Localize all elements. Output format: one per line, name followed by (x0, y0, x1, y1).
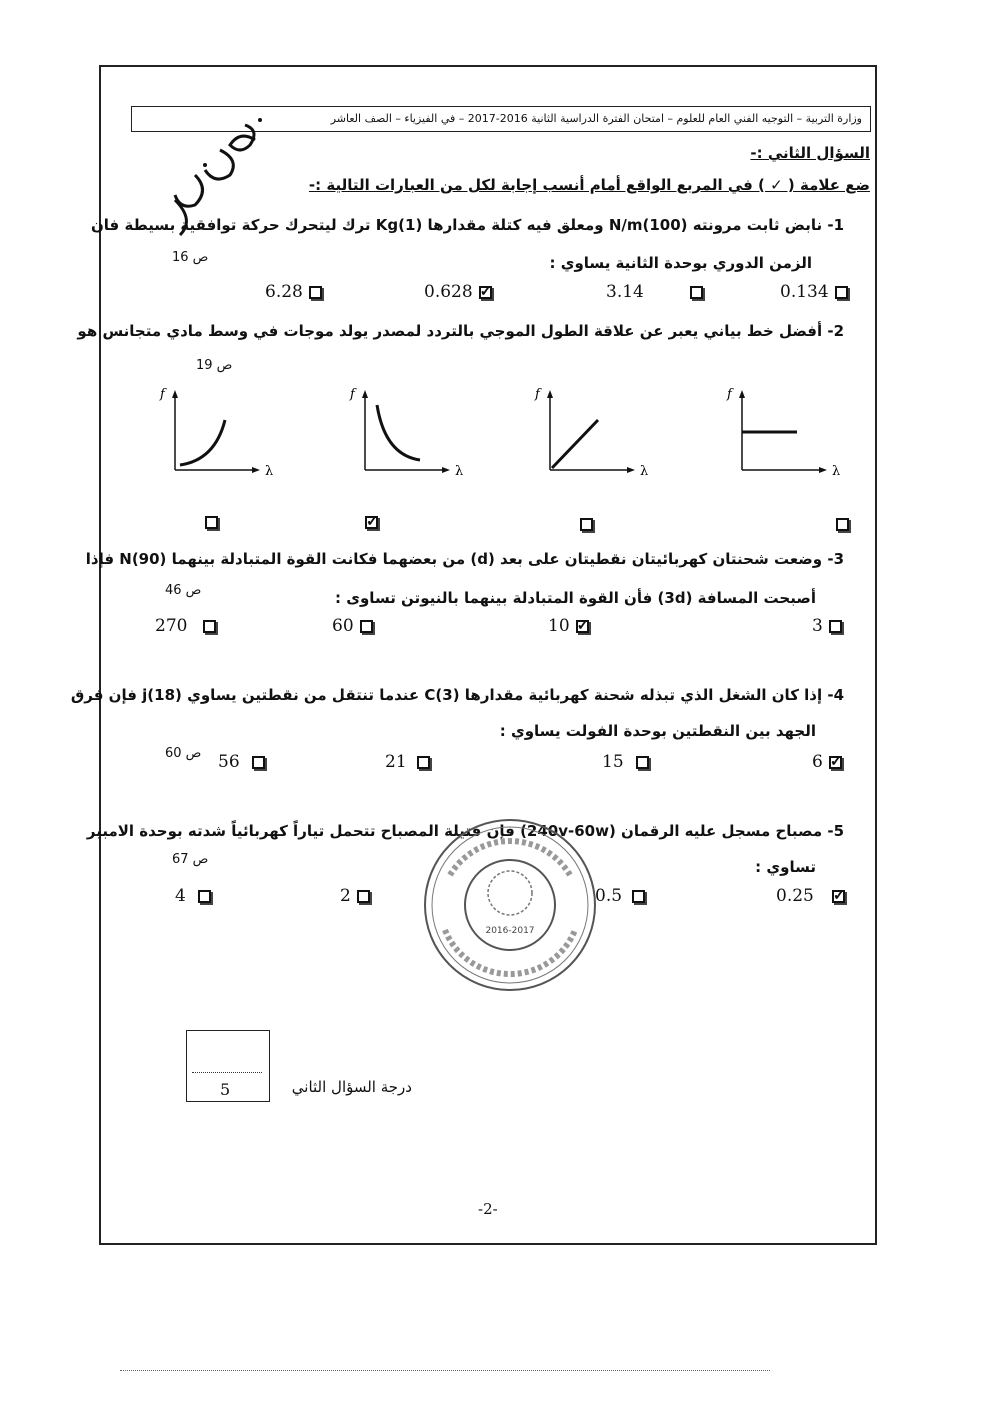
q4-option-4-text: 56 (218, 752, 240, 772)
q2-checkbox-4[interactable] (836, 518, 849, 531)
q5-page-ref: ص 67 (172, 852, 209, 867)
q1-page-ref: ص 16 (172, 250, 209, 265)
q4-option-2-text: 15 (602, 752, 624, 772)
x-axis-label: λ (265, 464, 274, 479)
checkbox[interactable] (835, 286, 848, 299)
checkbox[interactable] (829, 620, 842, 633)
q1-option-2[interactable] (606, 282, 703, 302)
q5-option-2[interactable] (595, 886, 645, 906)
q5-option-4[interactable] (175, 886, 211, 906)
grade-value: 5 (220, 1080, 231, 1099)
checkbox[interactable] (357, 890, 370, 903)
exam-header: وزارة التربية – التوجيه الفني العام للعلوم – امتحان الفترة الدراسية الثانية 2016-2017 – في الفيزياء – الصف العاشر (131, 106, 871, 132)
q3-option-1-text: 3 (812, 616, 823, 636)
q5-option-3-text: 2 (340, 886, 351, 906)
x-axis-label: λ (832, 464, 841, 479)
graph-constant (722, 380, 842, 490)
checkbox[interactable] (360, 620, 373, 633)
q2-page-ref: ص 19 (196, 358, 233, 373)
q5-option-3[interactable] (340, 886, 370, 906)
checkbox-checked[interactable] (576, 620, 589, 633)
checkbox[interactable] (252, 756, 265, 769)
y-axis-label: f (535, 387, 540, 402)
checkbox[interactable] (309, 286, 322, 299)
q3-option-4[interactable] (155, 616, 216, 636)
q3-option-2[interactable] (548, 616, 589, 636)
bottom-divider (120, 1370, 770, 1371)
q4-line2: الجهد بين النقطتين بوحدة الفولت يساوي : (499, 722, 816, 740)
q4-option-3-text: 21 (385, 752, 407, 772)
checkbox[interactable] (198, 890, 211, 903)
stamp-years: 2016-2017 (485, 926, 535, 936)
q3-option-4-text: 270 (155, 616, 188, 636)
q5-option-2-text: 0.5 (595, 886, 623, 906)
q4-line1: 4- إذا كان الشغل الذي تبذله شحنة كهربائية مقدارها (3)C عندما تنتقل من نقطتين يساوي (18)j فإن فرق (70, 686, 844, 704)
checkbox[interactable] (417, 756, 430, 769)
y-axis-label: f (727, 387, 732, 402)
q3-page-ref: ص 46 (165, 583, 202, 598)
instruction-text: ضع علامة ( ✓ ) في المربع الواقع أمام أنسب إجابة لكل من العبارات التالية :- (308, 176, 870, 194)
q1-option-4-text: 6.28 (265, 282, 303, 302)
q4-option-2[interactable] (602, 752, 649, 772)
y-axis-label: f (350, 387, 355, 402)
checkbox[interactable] (203, 620, 216, 633)
checkbox[interactable] (690, 286, 703, 299)
q1-option-3-text: 0.628 (424, 282, 473, 302)
q5-option-1[interactable] (776, 886, 845, 906)
q3-option-3[interactable] (332, 616, 373, 636)
grade-divider (192, 1072, 262, 1073)
q5-option-4-text: 4 (175, 886, 186, 906)
q2-line1: 2- أفضل خط بياني يعبر عن علاقة الطول الموجي بالتردد لمصدر يولد موجات في وسط مادي متجانس هو (77, 322, 844, 340)
q3-option-1[interactable] (812, 616, 842, 636)
q2-checkbox-2-checked[interactable] (365, 516, 378, 529)
official-stamp (420, 815, 600, 995)
q1-line2: الزمن الدوري بوحدة الثانية يساوي : (549, 254, 812, 272)
q4-option-4[interactable] (218, 752, 265, 772)
grade-label: درجة السؤال الثاني (291, 1078, 412, 1096)
checkbox-checked[interactable] (479, 286, 492, 299)
q1-option-1-text: 0.134 (780, 282, 829, 302)
q3-option-3-text: 60 (332, 616, 354, 636)
question-title: السؤال الثاني :- (750, 144, 870, 162)
q1-option-4[interactable] (265, 282, 322, 302)
q4-option-3[interactable] (385, 752, 430, 772)
checkbox-checked[interactable] (829, 756, 842, 769)
x-axis-label: λ (640, 464, 649, 479)
q1-option-1[interactable] (780, 282, 848, 302)
q1-line1: 1- نابض ثابت مرونته (100)N/m ومعلق فيه كتلة مقدارها (1)Kg ترك ليتحرك حركة توافقية بسيطة فان (91, 216, 844, 234)
graph-concave-up (155, 380, 275, 490)
q5-option-1-text: 0.25 (776, 886, 814, 906)
q2-checkbox-1[interactable] (205, 516, 218, 529)
q5-line1: 5- مصباح مسجل عليه الرقمان (240v-60w) فإن فتيلة المصباح تتحمل تياراً كهربائياً شدته بوحدة الامبير (86, 822, 844, 840)
q1-option-2-text: 3.14 (606, 282, 644, 302)
q3-option-2-text: 10 (548, 616, 570, 636)
q3-line1: 3- وضعت شحنتان كهربائيتان نقطيتان على بعد (d) من بعضهما فكانت القوة المتبادلة بينهما N(90) فإذا (85, 550, 844, 568)
y-axis-label: f (160, 387, 165, 402)
q1-option-3[interactable] (424, 282, 492, 302)
graph-linear (530, 380, 650, 490)
checkbox[interactable] (636, 756, 649, 769)
page-number: -2- (478, 1200, 498, 1218)
q2-checkbox-3[interactable] (580, 518, 593, 531)
graph-inverse (345, 380, 465, 490)
x-axis-label: λ (455, 464, 464, 479)
q3-line2: أصبحت المسافة (3d) فأن القوة المتبادلة بينهما بالنيوتن تساوى : (335, 589, 816, 607)
checkbox[interactable] (632, 890, 645, 903)
checkbox-checked[interactable] (832, 890, 845, 903)
q4-page-ref: ص 60 (165, 746, 202, 761)
q4-option-1-text: 6 (812, 752, 823, 772)
q5-line2: تساوي : (755, 858, 816, 876)
q4-option-1[interactable] (812, 752, 842, 772)
